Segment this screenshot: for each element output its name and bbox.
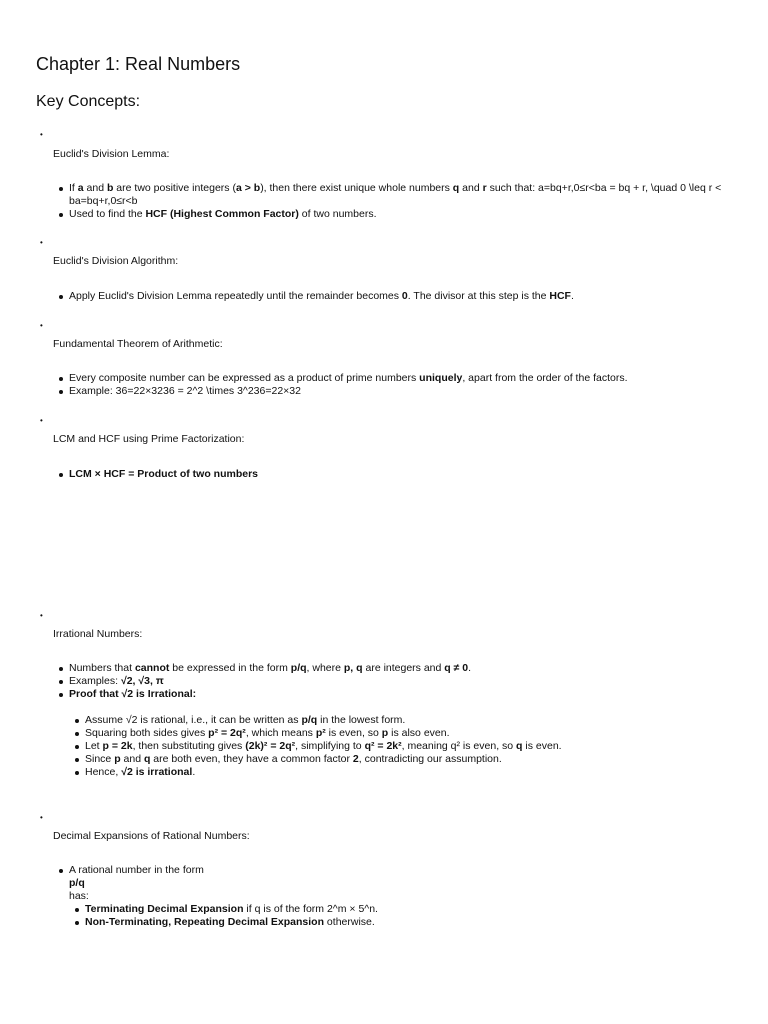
euclid-algorithm-list: [69, 290, 741, 303]
proof-list: [85, 714, 741, 779]
list-item: If a and b are two positive integers (a > b), then there exist unique whole numbers q and r such that: a=bq+r,0≤r<ba = bq + r, \quad 0 \leq r < ba=bq+r,0≤r<b: [69, 182, 741, 208]
list-item: Every composite number can be expressed as a product of prime numbers uniquely, apart from the order of the factors.: [69, 372, 741, 385]
section-heading-lcm-hcf: LCM and HCF using Prime Factorization:: [53, 433, 245, 445]
key-concepts-heading: Key Concepts:: [36, 93, 141, 110]
section-heading-irrational: Irrational Numbers:: [53, 628, 143, 640]
list-item: Numbers that cannot be expressed in the form p/q, where p, q are integers and q ≠ 0.: [69, 662, 741, 675]
list-item: Examples: √2, √3, π: [69, 675, 741, 688]
list-item: Assume √2 is rational, i.e., it can be written as p/q in the lowest form.: [85, 714, 741, 727]
bullet-icon: •: [40, 416, 43, 425]
bullet-icon: •: [40, 321, 43, 330]
list-item: Apply Euclid's Division Lemma repeatedly until the remainder becomes 0. The divisor at this step is the HCF.: [69, 290, 741, 303]
list-item: Squaring both sides gives p² = 2q², which means p² is even, so p is also even.: [85, 727, 741, 740]
section-heading-fundamental-theorem: Fundamental Theorem of Arithmetic:: [53, 338, 223, 350]
list-item: Hence, √2 is irrational.: [85, 766, 741, 779]
bullet-icon: •: [40, 813, 43, 822]
list-item: Terminating Decimal Expansion if q is of the form 2^m × 5^n.: [85, 903, 741, 916]
section-heading-euclid-algorithm: Euclid's Division Algorithm:: [53, 255, 179, 267]
list-item: Since p and q are both even, they have a common factor 2, contradicting our assumption.: [85, 753, 741, 766]
fundamental-theorem-list: [69, 372, 741, 398]
list-item: Proof that √2 is Irrational:: [69, 688, 741, 701]
irrational-list: [69, 662, 741, 701]
list-item: Let p = 2k, then substituting gives (2k)² = 2q², simplifying to q² = 2k², meaning q² is even, so q is even.: [85, 740, 741, 753]
decimal-expansions-list: [69, 864, 741, 903]
chapter-title: Chapter 1: Real Numbers: [36, 54, 241, 74]
list-item: A rational number in the form p/q has:: [69, 864, 741, 903]
list-item: LCM × HCF = Product of two numbers: [69, 468, 741, 481]
list-item: Example: 36=22×3236 = 2^2 \times 3^236=22×32: [69, 385, 741, 398]
list-item: Non-Terminating, Repeating Decimal Expansion otherwise.: [85, 916, 741, 929]
euclid-lemma-list: [69, 182, 741, 221]
bullet-icon: •: [40, 611, 43, 620]
bullet-icon: •: [40, 238, 43, 247]
section-heading-decimal-expansions: Decimal Expansions of Rational Numbers:: [53, 830, 250, 842]
decimal-expansions-sublist: [85, 903, 741, 929]
list-item: Used to find the HCF (Highest Common Factor) of two numbers.: [69, 208, 741, 221]
bullet-icon: •: [40, 130, 43, 139]
lcm-hcf-list: [69, 468, 741, 481]
section-heading-euclid-lemma: Euclid's Division Lemma:: [53, 148, 170, 160]
